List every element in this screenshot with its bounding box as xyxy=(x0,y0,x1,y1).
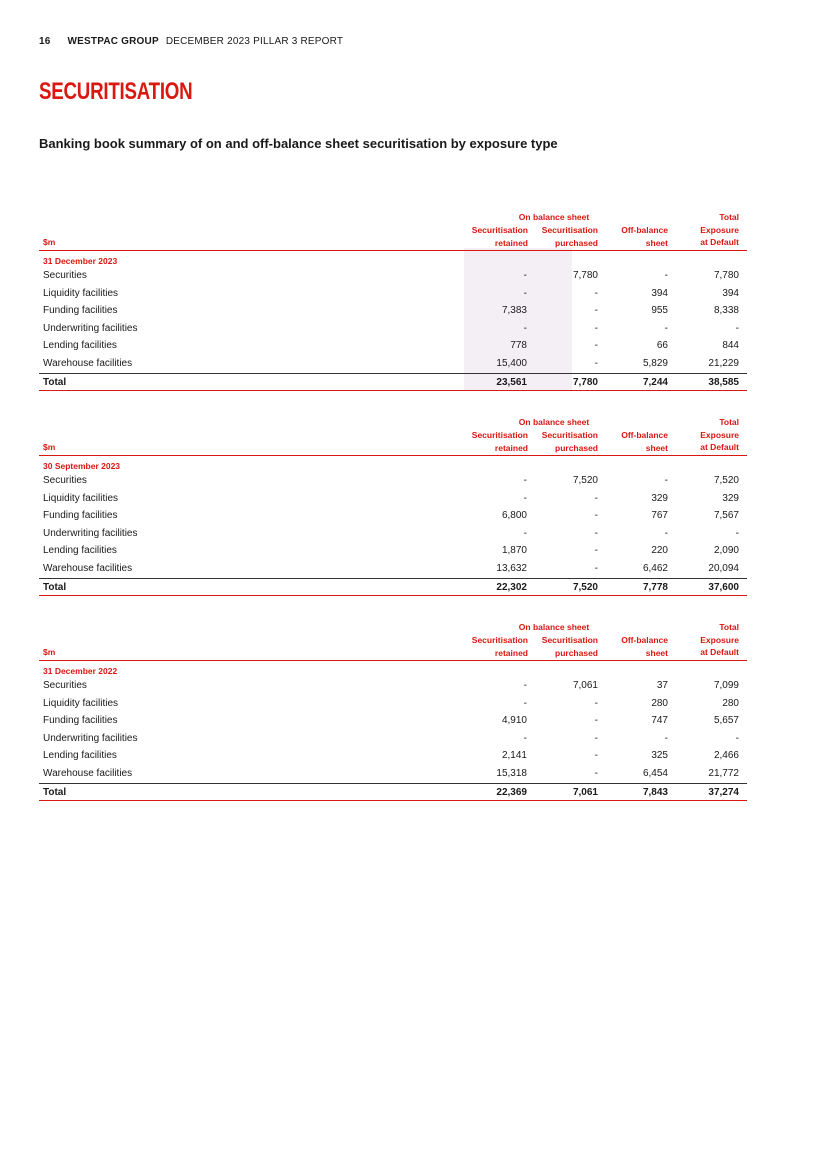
section-title: SECURITISATION xyxy=(39,78,193,105)
table-row xyxy=(39,355,747,373)
cell-value: 7,780 xyxy=(572,270,598,281)
cell-value: 7,567 xyxy=(713,510,739,522)
cell-value: 394 xyxy=(651,287,668,299)
period-label: 31 December 2023 xyxy=(43,256,118,266)
cell-value: 66 xyxy=(656,340,668,352)
row-label: Securities xyxy=(43,475,87,486)
cell-value: 21,229 xyxy=(708,357,739,369)
row-label: Funding facilities xyxy=(43,715,118,727)
cell-value: 37 xyxy=(656,680,668,691)
cell-value: - xyxy=(523,492,527,504)
cell-value: 955 xyxy=(651,305,668,317)
cell-value: - xyxy=(664,270,668,281)
header-securitisation-purchased: Securitisation purchased xyxy=(541,430,598,453)
row-label: Liquidity facilities xyxy=(43,492,119,504)
header-group: WESTPAC GROUP xyxy=(67,36,159,47)
cell-value: 7,520 xyxy=(572,475,598,486)
securitisation-table xyxy=(39,396,747,596)
cell-value: 767 xyxy=(651,510,668,522)
cell-value: - xyxy=(594,357,598,369)
header-total-ead: Total Exposure at Default xyxy=(700,622,739,657)
cell-value: 220 xyxy=(651,545,668,557)
header-securitisation-purchased: Securitisation purchased xyxy=(541,225,598,248)
row-label: Funding facilities xyxy=(43,510,118,522)
cell-value: - xyxy=(594,492,598,504)
securitisation-table xyxy=(39,601,747,801)
cell-value: - xyxy=(523,287,527,299)
row-label: Total xyxy=(43,786,67,798)
cell-value: 7,061 xyxy=(572,786,598,798)
cell-value: - xyxy=(594,510,598,522)
cell-value: 325 xyxy=(651,750,668,762)
cell-value: - xyxy=(735,527,739,539)
cell-value: 280 xyxy=(651,697,668,709)
cell-value: 15,318 xyxy=(496,767,527,779)
cell-value: 6,454 xyxy=(642,767,668,779)
cell-value: - xyxy=(664,527,668,539)
cell-value: 8,338 xyxy=(713,305,739,317)
row-label: Liquidity facilities xyxy=(43,287,119,299)
cell-value: 844 xyxy=(722,340,739,352)
cell-value: - xyxy=(594,287,598,299)
table-row xyxy=(39,302,747,320)
total-row xyxy=(39,578,747,596)
table-body xyxy=(39,267,747,391)
table-body xyxy=(39,677,747,801)
total-row xyxy=(39,783,747,801)
header-unit: $m xyxy=(43,237,56,247)
table-row xyxy=(39,490,747,508)
row-label: Liquidity facilities xyxy=(43,697,119,709)
cell-value: - xyxy=(735,732,739,744)
header-on-balance-sheet: On balance sheet xyxy=(518,417,590,427)
row-label: Warehouse facilities xyxy=(43,767,133,779)
table-row xyxy=(39,285,747,303)
cell-value: - xyxy=(594,697,598,709)
cell-value: - xyxy=(594,527,598,539)
cell-value: 778 xyxy=(510,340,527,352)
cell-value: 7,383 xyxy=(501,305,527,317)
cell-value: 5,657 xyxy=(713,715,739,727)
cell-value: 22,302 xyxy=(496,581,527,593)
row-label: Underwriting facilities xyxy=(43,322,138,334)
cell-value: 7,780 xyxy=(572,376,598,388)
row-label: Lending facilities xyxy=(43,545,117,557)
header-off-balance-sheet: Off-balance sheet xyxy=(621,430,668,453)
cell-value: 23,561 xyxy=(496,376,527,388)
cell-value: 1,870 xyxy=(501,545,527,557)
cell-value: - xyxy=(594,750,598,762)
row-label: Funding facilities xyxy=(43,305,118,317)
table-row xyxy=(39,712,747,730)
cell-value: - xyxy=(523,680,527,691)
row-label: Lending facilities xyxy=(43,750,117,762)
cell-value: 4,910 xyxy=(501,715,527,727)
cell-value: - xyxy=(594,715,598,727)
header-unit: $m xyxy=(43,647,56,657)
cell-value: 21,772 xyxy=(708,767,739,779)
cell-value: - xyxy=(523,475,527,486)
header-securitisation-retained: Securitisation retained xyxy=(471,225,528,248)
cell-value: - xyxy=(594,322,598,334)
header-securitisation-purchased: Securitisation purchased xyxy=(541,635,598,658)
period-label: 30 September 2023 xyxy=(43,461,121,471)
cell-value: 20,094 xyxy=(708,562,739,574)
total-row xyxy=(39,373,747,391)
cell-value: 7,099 xyxy=(713,680,739,691)
table-row xyxy=(39,677,747,695)
cell-value: 747 xyxy=(651,715,668,727)
table-row xyxy=(39,730,747,748)
cell-value: 5,829 xyxy=(642,357,668,369)
table-row xyxy=(39,525,747,543)
page-header xyxy=(39,36,343,47)
row-label: Securities xyxy=(43,680,87,691)
row-label: Total xyxy=(43,581,67,593)
cell-value: - xyxy=(594,562,598,574)
table-header xyxy=(39,191,747,251)
cell-value: - xyxy=(523,527,527,539)
cell-value: 7,778 xyxy=(642,581,668,593)
cell-value: - xyxy=(523,732,527,744)
table-row xyxy=(39,542,747,560)
table-body xyxy=(39,472,747,596)
header-off-balance-sheet: Off-balance sheet xyxy=(621,635,668,658)
table-row xyxy=(39,747,747,765)
table-row xyxy=(39,507,747,525)
cell-value: 7,244 xyxy=(642,376,668,388)
header-on-balance-sheet: On balance sheet xyxy=(518,622,590,632)
row-label: Securities xyxy=(43,270,87,281)
table-row xyxy=(39,765,747,783)
cell-value: - xyxy=(594,767,598,779)
cell-value: - xyxy=(664,475,668,486)
cell-value: 394 xyxy=(722,287,739,299)
cell-value: 37,600 xyxy=(708,581,739,593)
cell-value: 329 xyxy=(722,492,739,504)
table-header xyxy=(39,396,747,456)
row-label: Total xyxy=(43,376,67,388)
cell-value: - xyxy=(523,270,527,281)
cell-value: 2,141 xyxy=(501,750,527,762)
cell-value: 329 xyxy=(651,492,668,504)
header-total-ead: Total Exposure at Default xyxy=(700,417,739,452)
header-report: DECEMBER 2023 PILLAR 3 REPORT xyxy=(165,36,344,47)
table-row xyxy=(39,472,747,490)
cell-value: - xyxy=(523,322,527,334)
cell-value: 7,061 xyxy=(572,680,598,691)
cell-value: 2,466 xyxy=(713,750,739,762)
row-label: Underwriting facilities xyxy=(43,527,138,539)
cell-value: - xyxy=(523,697,527,709)
table-row xyxy=(39,267,747,285)
cell-value: 15,400 xyxy=(496,357,527,369)
cell-value: - xyxy=(594,732,598,744)
cell-value: 7,520 xyxy=(713,475,739,486)
cell-value: 7,520 xyxy=(572,581,598,593)
period-label: 31 December 2022 xyxy=(43,666,118,676)
table-row xyxy=(39,337,747,355)
cell-value: 280 xyxy=(722,697,739,709)
securitisation-table xyxy=(39,191,747,391)
cell-value: - xyxy=(594,305,598,317)
table-subtitle: Banking book summary of on and off-balance sheet securitisation by exposure type xyxy=(39,136,558,151)
row-label: Underwriting facilities xyxy=(43,732,138,744)
table-row xyxy=(39,560,747,578)
header-off-balance-sheet: Off-balance sheet xyxy=(621,225,668,248)
header-on-balance-sheet: On balance sheet xyxy=(518,212,590,222)
table-row xyxy=(39,695,747,713)
page-number: 16 xyxy=(39,36,51,47)
cell-value: 6,800 xyxy=(501,510,527,522)
table-header xyxy=(39,601,747,661)
cell-value: 2,090 xyxy=(713,545,739,557)
header-total-ead: Total Exposure at Default xyxy=(700,212,739,247)
cell-value: 37,274 xyxy=(708,786,739,798)
cell-value: - xyxy=(735,322,739,334)
row-label: Lending facilities xyxy=(43,340,117,352)
header-securitisation-retained: Securitisation retained xyxy=(471,635,528,658)
cell-value: - xyxy=(594,545,598,557)
cell-value: 7,780 xyxy=(713,270,739,281)
cell-value: 38,585 xyxy=(708,376,739,388)
header-unit: $m xyxy=(43,442,56,452)
cell-value: - xyxy=(664,322,668,334)
header-securitisation-retained: Securitisation retained xyxy=(471,430,528,453)
cell-value: 6,462 xyxy=(642,562,668,574)
row-label: Warehouse facilities xyxy=(43,562,133,574)
cell-value: 22,369 xyxy=(496,786,527,798)
row-label: Warehouse facilities xyxy=(43,357,133,369)
cell-value: - xyxy=(664,732,668,744)
cell-value: 7,843 xyxy=(642,786,668,798)
cell-value: 13,632 xyxy=(496,562,527,574)
cell-value: - xyxy=(594,340,598,352)
table-row xyxy=(39,320,747,338)
